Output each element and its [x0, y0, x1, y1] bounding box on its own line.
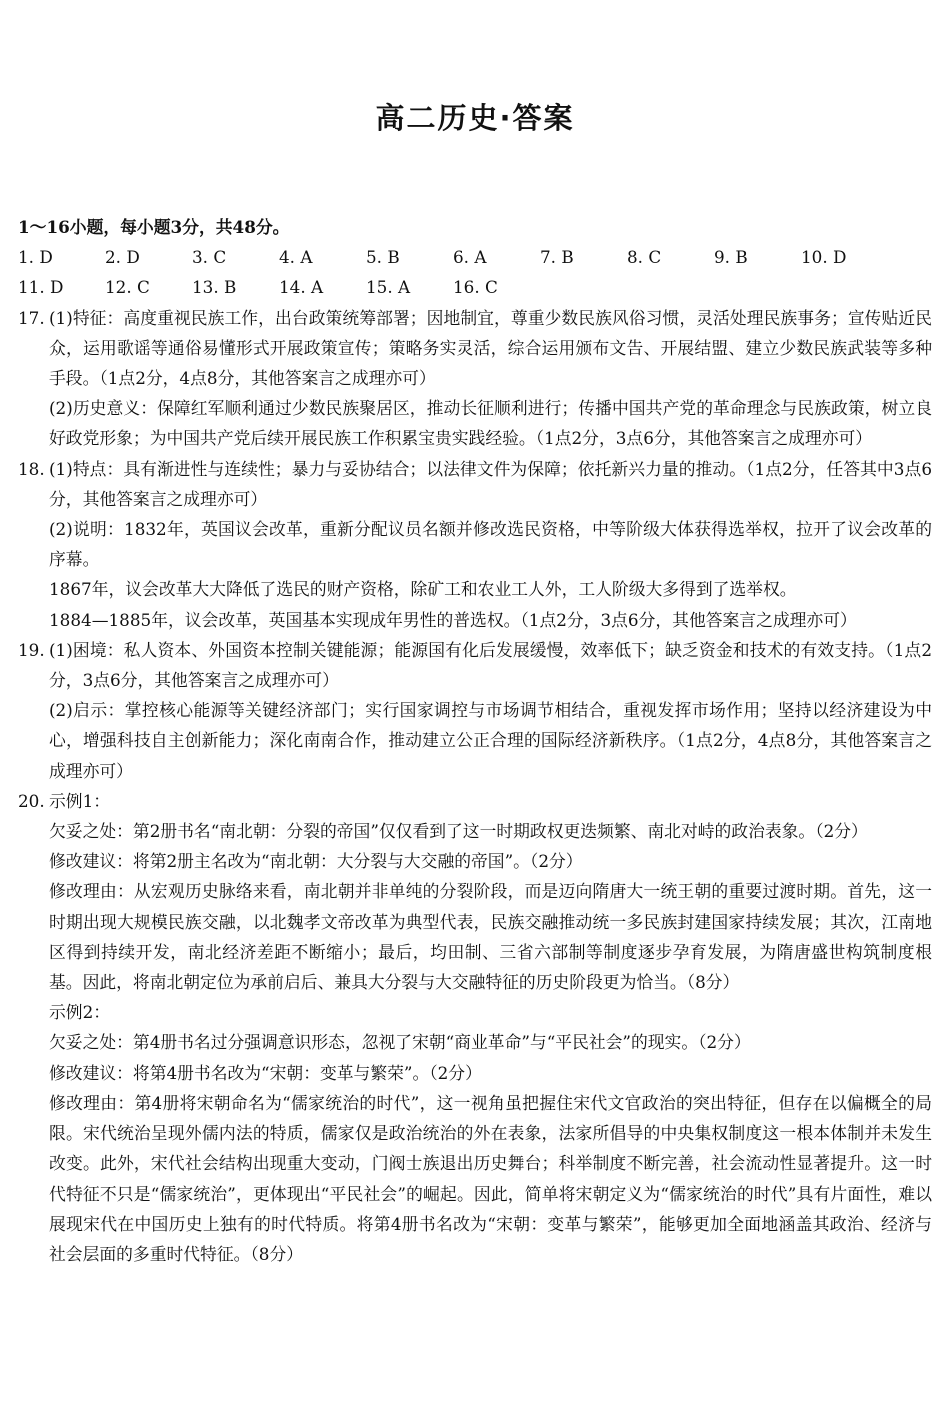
mc-answer: 10. D	[801, 247, 847, 268]
example-2-label: 示例2：	[49, 1002, 111, 1023]
question-18-part-1	[18, 454, 932, 514]
mc-answer: 6. A	[453, 247, 487, 268]
mc-answer: 12. C	[105, 277, 150, 298]
mc-answer: 9. B	[714, 247, 748, 268]
question-number: 17.	[18, 307, 45, 328]
multiple-choice-intro: 1～16小题，每小题3分，共48分。	[18, 217, 290, 237]
question-17-part-2: (2)历史意义：保障红军顺利通过少数民族聚居区，推动长征顺利进行；传播中国共产党的革命理念与民族政策，树立良好政党形象；为中国共产党后续开展民族工作积累宝贵实践经验。（1点2分，3点6分，其他答案言之成理亦可）	[49, 398, 932, 449]
question-20-example-1-label	[18, 786, 932, 816]
mc-answer: 4. A	[279, 247, 313, 268]
answer-text: (1)困境：私人资本、外国资本控制关键能源；能源国有化后发展缓慢，效率低下；缺乏资金和技术的有效支持。（1点2分，3点6分，其他答案言之成理亦可）	[49, 639, 932, 691]
mc-answer: 15. A	[366, 277, 411, 298]
mc-answer: 7. B	[540, 247, 574, 268]
example-label: 示例1：	[49, 790, 111, 811]
question-number: 20.	[18, 790, 45, 811]
question-19	[18, 635, 932, 786]
mc-answer: 16. C	[453, 277, 498, 298]
example-2-reason: 修改理由：第4册将宋朝命名为“儒家统治的时代”，这一视角虽把握住宋代文官政治的突出特征，但存在以偏概全的局限。宋代统治呈现外儒内法的特质，儒家仅是政治统治的外在表象，法家所倡导的中央集权制度这一根本体制并未发生改变。此外，宋代社会结构出现重大变动，门阀士族退出历史舞台；科举制度不断完善，社会流动性显著提升。这一时代特征不只是“儒家统治”，更体现出“平民社会”的崛起。因此，简单将宋朝定义为“儒家统治的时代”具有片面性，难以展现宋代在中国历史上独有的时代特质。将第4册书名改为“宋朝：变革与繁荣”，能够更加全面地涵盖其政治、经济与社会层面的多重时代特征。（8分）	[49, 1092, 932, 1264]
question-19-part-1	[18, 635, 932, 695]
mc-answer: 14. A	[279, 277, 324, 298]
answer-text: (1)特征：高度重视民族工作，出台政策统筹部署；因地制宜，尊重少数民族风俗习惯，灵活处理民族事务；宣传贴近民众，运用歌谣等通俗易懂形式开展政策宣传；策略务实灵活，综合运用颁布文告、开展结盟、建立少数民族武装等多种手段。（1点2分，4点8分，其他答案言之成理亦可）	[49, 307, 932, 389]
mc-answer: 1. D	[18, 247, 53, 268]
mc-answer: 8. C	[627, 247, 662, 268]
question-18-part-2: (2)说明：1832年，英国议会改革，重新分配议员名额并修改选民资格，中等阶级大体获得选举权，拉开了议会改革的序幕。	[49, 519, 932, 570]
question-20	[18, 786, 932, 1269]
question-number: 19.	[18, 639, 45, 660]
question-17	[18, 303, 932, 454]
example-1-suggestion: 修改建议：将第2册主名改为“南北朝：大分裂与大交融的帝国”。（2分）	[49, 851, 583, 872]
answer-text: (1)特点：具有渐进性与连续性；暴力与妥协结合；以法律文件为保障；依托新兴力量的推动。（1点2分，任答其中3点6分，其他答案言之成理亦可）	[49, 458, 932, 509]
question-18-part-4: 1884—1885年，议会改革，英国基本实现成年男性的普选权。（1点2分，3点6分，其他答案言之成理亦可）	[49, 609, 857, 630]
mc-answer: 2. D	[105, 247, 140, 268]
question-number: 18.	[18, 458, 45, 479]
mc-answer: 5. B	[366, 247, 400, 268]
example-2-flaw: 欠妥之处：第4册书名过分强调意识形态，忽视了宋朝“商业革命”与“平民社会”的现实。（2分）	[49, 1032, 751, 1053]
answer-body	[18, 212, 932, 1269]
mc-answer: 3. C	[192, 247, 227, 268]
multiple-choice-row-2	[18, 272, 932, 302]
mc-answer: 11. D	[18, 277, 64, 298]
example-1-flaw: 欠妥之处：第2册书名“南北朝：分裂的帝国”仅仅看到了这一时期政权更迭频繁、南北对峙的政治表象。（2分）	[49, 821, 868, 842]
question-18-part-3: 1867年，议会改革大大降低了选民的财产资格，除矿工和农业工人外，工人阶级大多得到了选举权。	[49, 579, 797, 600]
mc-answer: 13. B	[192, 277, 237, 298]
example-1-reason: 修改理由：从宏观历史脉络来看，南北朝并非单纯的分裂阶段，而是迈向隋唐大一统王朝的重要过渡时期。首先，这一时期出现大规模民族交融，以北魏孝文帝改革为典型代表，民族交融推动统一多民族封建国家持续发展；其次，江南地区得到持续开发，南北经济差距不断缩小；最后，均田制、三省六部制等制度逐步孕育发展，为隋唐盛世构筑制度根基。因此，将南北朝定位为承前启后、兼具大分裂与大交融特征的历史阶段更为恰当。（8分）	[49, 881, 932, 993]
multiple-choice-row-1	[18, 242, 932, 272]
question-19-part-2: (2)启示：掌控核心能源等关键经济部门；实行国家调控与市场调节相结合，重视发挥市场作用；坚持以经济建设为中心，增强科技自主创新能力；深化南南合作，推动建立公正合理的国际经济新秩序。（1点2分，4点8分，其他答案言之成理亦可）	[49, 700, 932, 781]
question-18	[18, 454, 932, 635]
question-17-part-1	[18, 303, 932, 394]
page-title: 高二历史·答案	[375, 101, 575, 135]
example-2-suggestion: 修改建议：将第4册书名改为“宋朝：变革与繁荣”。（2分）	[49, 1062, 482, 1083]
